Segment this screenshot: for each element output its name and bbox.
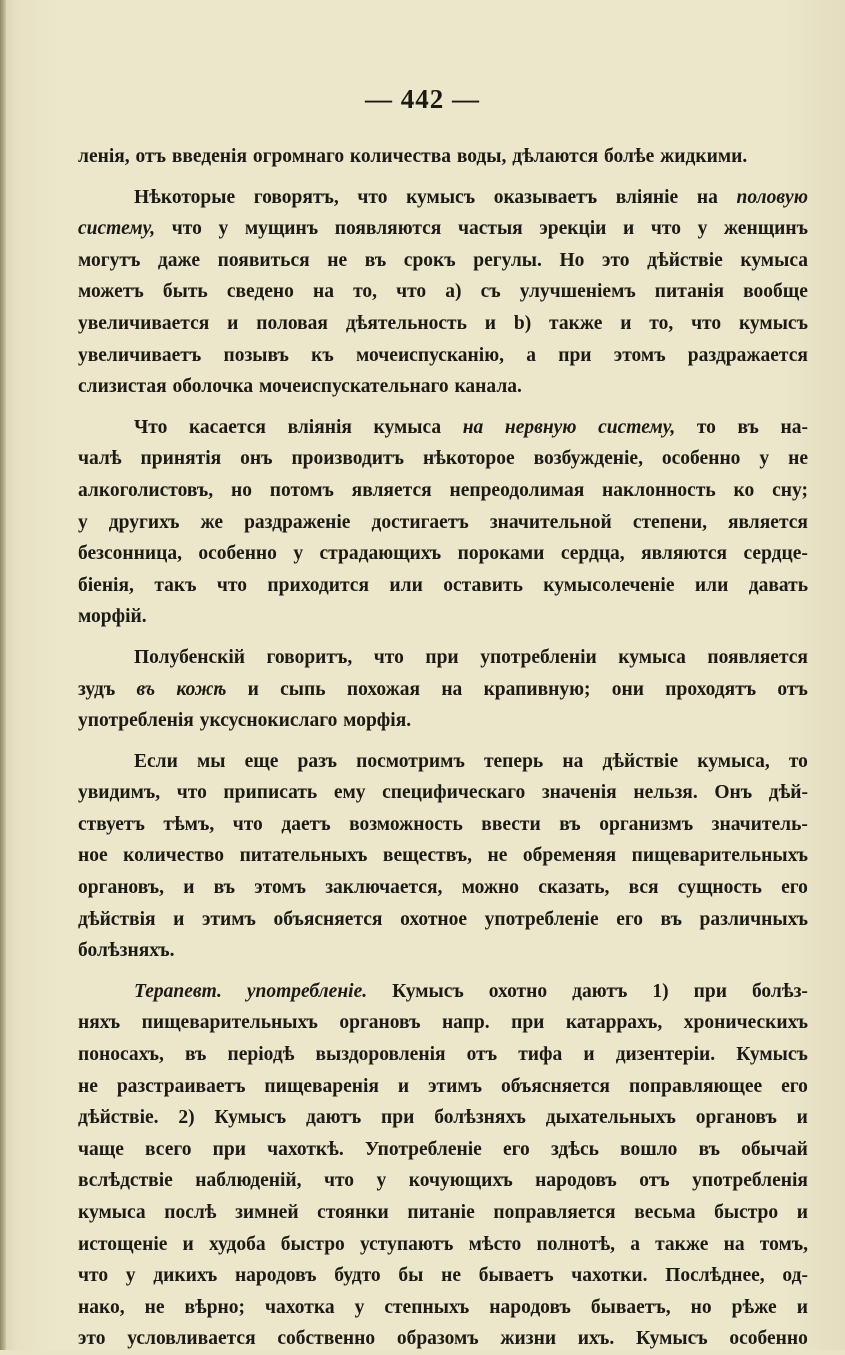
text-line: слизистая оболочка мочеиспускательнаго канала. — [78, 376, 522, 398]
text-line: Если мы еще разъ посмотримъ теперь на дѣйствіе кумыса, то — [134, 750, 808, 772]
text-line: Нѣкоторые говорятъ, что кумысъ оказываетъ вліяніе на половую — [134, 186, 808, 208]
text-line: алкоголистовъ, но потомъ является непреодолимая наклонность ко сну; — [78, 479, 808, 501]
text-line: увеличивается и половая дѣятельность и b) также и то, что кумысъ — [78, 312, 808, 334]
text-line: истощеніе и худоба быстро уступаютъ мѣсто полнотѣ, а также на томъ, — [78, 1233, 808, 1255]
paragraph — [78, 182, 808, 403]
text-line: органовъ, и въ этомъ заключается, можно сказать, вся сущность его — [78, 877, 808, 899]
text-line: что у дикихъ народовъ будто бы не бываетъ чахотки. Послѣднее, од- — [78, 1265, 808, 1287]
text-line: увеличиваетъ позывъ къ мочеиспусканію, а при этомъ раздражается — [78, 344, 808, 366]
paragraph — [78, 141, 808, 173]
page-number: — 442 — — [365, 84, 480, 114]
text-line: Полубенскій говоритъ, что при употребленіи кумыса появляется — [134, 646, 808, 668]
text-line: зудъ въ кожѣ и сыпь похожая на крапивную; они проходятъ отъ — [78, 678, 808, 700]
text-line: ствуетъ тѣмъ, что даетъ возможность ввести въ организмъ значитель- — [78, 813, 808, 835]
text-line: ленія, отъ введенія огромнаго количества воды, дѣлаются болѣе жидкими. — [78, 146, 748, 167]
text-line: біенія, такъ что приходится или оставить кумысолеченіе или давать — [78, 574, 808, 596]
text-line: Что касается вліянія кумыса на нервную систему, то въ на- — [134, 416, 808, 438]
paragraph — [78, 976, 808, 1355]
text-line: не разстраиваетъ пищеваренія и этимъ объясняется поправляющее его — [78, 1075, 808, 1097]
text-line: морфій. — [78, 606, 147, 628]
text-line: нако, не вѣрно; чахотка у степныхъ народовъ бываетъ, но рѣже и — [78, 1296, 808, 1318]
text-line: Терапевт. употребленіе. Кумысъ охотно даютъ 1) при болѣз- — [134, 980, 808, 1002]
text-line: у другихъ же раздраженіе достигаетъ значительной степени, является — [78, 511, 808, 533]
text-line: безсонница, особенно у страдающихъ пороками сердца, являются сердце- — [78, 543, 808, 565]
text-line: дѣйствіе. 2) Кумысъ даютъ при болѣзняхъ дыхательныхъ органовъ и — [78, 1107, 808, 1129]
text-line: систему, что у мущинъ появляются частыя эрекціи и что у женщинъ — [78, 218, 808, 240]
text-line: чаще всего при чахоткѣ. Употребленіе его здѣсь вошло въ обычай — [78, 1138, 808, 1160]
text-line: поносахъ, въ періодѣ выздоровленія отъ тифа и дизентеріи. Кумысъ — [78, 1044, 808, 1066]
body-text — [78, 141, 808, 1355]
text-line: это условливается собственно образомъ жизни ихъ. Кумысъ особенно — [78, 1328, 808, 1350]
text-line: употребленія уксуснокислаго морфія. — [78, 710, 412, 732]
text-line: ное количество питательныхъ веществъ, не обременяя пищеварительныхъ — [78, 845, 808, 867]
paragraph — [78, 412, 808, 633]
paragraph — [78, 746, 808, 967]
text-line: могутъ даже появиться не въ срокъ регулы. Но это дѣйствіе кумыса — [78, 249, 808, 271]
text-line: болѣзняхъ. — [78, 940, 175, 962]
text-line: увидимъ, что приписать ему специфическаго значенія нельзя. Онъ дѣй- — [78, 782, 808, 804]
page-spine-shadow — [0, 0, 6, 1350]
text-line: дѣйствія и этимъ объясняется охотное употребленіе его въ различныхъ — [78, 908, 808, 930]
paragraph — [78, 642, 808, 737]
text-line: чалѣ принятія онъ производитъ нѣкоторое возбужденіе, особенно у не — [78, 448, 808, 470]
text-line: можетъ быть сведено на то, что a) съ улучшеніемъ питанія вообще — [78, 281, 808, 303]
text-line: кумыса послѣ зимней стоянки питаніе поправляется весьма быстро и — [78, 1202, 808, 1223]
text-line: вслѣдствіе наблюденій, что у кочующихъ народовъ отъ употребленія — [78, 1170, 808, 1192]
text-line: няхъ пищеварительныхъ органовъ напр. при катаррахъ, хроническихъ — [78, 1012, 808, 1034]
